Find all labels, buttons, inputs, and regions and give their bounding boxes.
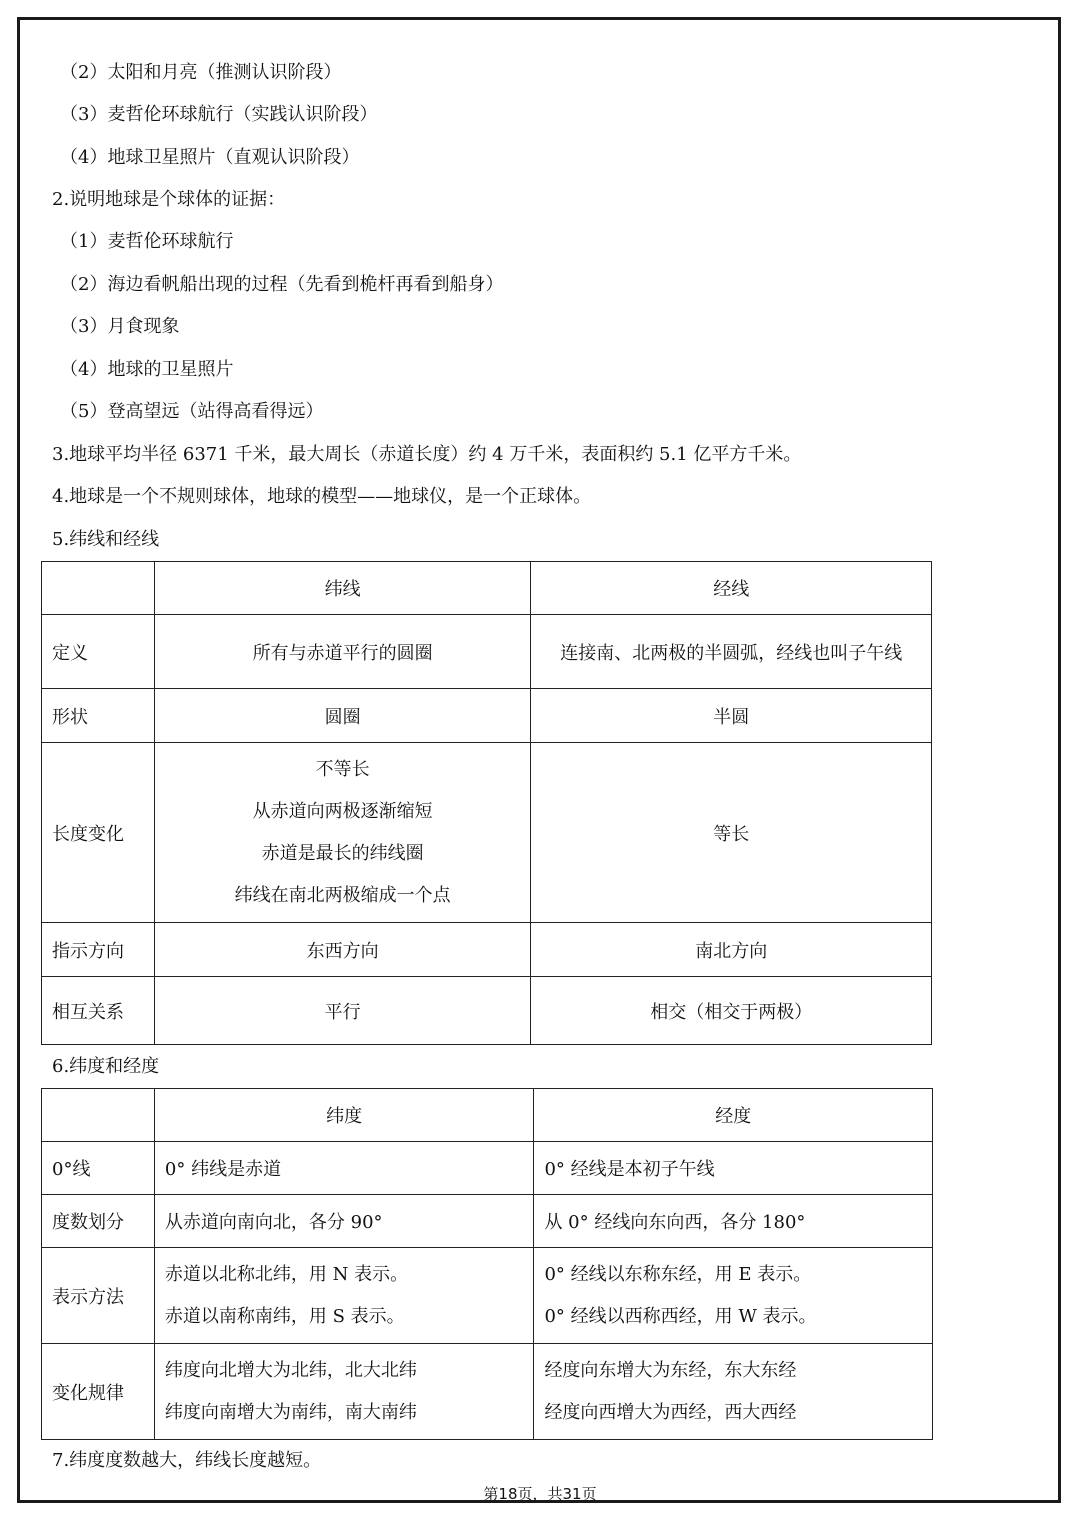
table-header-row xyxy=(42,1089,933,1142)
table-row xyxy=(42,743,932,923)
table-cell xyxy=(534,1344,933,1440)
table-cell: 东西方向 xyxy=(154,923,531,977)
latitude-longitude-table xyxy=(41,1088,933,1440)
table-cell: 从 0° 经线向东向西，各分 180° xyxy=(534,1195,933,1248)
section3-text: 3.地球平均半径 6371 千米，最大周长（赤道长度）约 4 万千米，表面积约 5.1 亿平方千米。 xyxy=(52,444,802,465)
table-cell: 0° 纬线是赤道 xyxy=(154,1142,534,1195)
table-cell: 相交（相交于两极） xyxy=(531,977,932,1045)
table-cell xyxy=(154,1344,534,1440)
table-cell xyxy=(154,743,531,923)
section6-heading: 6.纬度和经度 xyxy=(52,1056,160,1077)
row-label: 定义 xyxy=(42,615,155,689)
table-row xyxy=(42,1344,933,1440)
section2-item-4: （4）地球的卫星照片 xyxy=(60,359,234,380)
table-cell xyxy=(534,1248,933,1344)
table-row xyxy=(42,923,932,977)
row-label: 表示方法 xyxy=(42,1248,155,1344)
cell-line: 赤道以北称北纬，用 N 表示。 xyxy=(164,1263,409,1285)
section4-text: 4.地球是一个不规则球体，地球的模型——地球仪，是一个正球体。 xyxy=(52,486,592,507)
section5-heading: 5.纬线和经线 xyxy=(52,529,160,550)
section2-item-2: （2）海边看帆船出现的过程（先看到桅杆再看到船身） xyxy=(60,274,504,295)
row-label: 相互关系 xyxy=(42,977,155,1045)
cell-line: 赤道是最长的纬线圈 xyxy=(261,842,424,864)
intro-line-3: （4）地球卫星照片（直观认识阶段） xyxy=(60,147,360,168)
row-label: 0°线 xyxy=(42,1142,155,1195)
table-cell: 0° 经线是本初子午线 xyxy=(534,1142,933,1195)
table-header-cell xyxy=(42,1089,155,1142)
table-row xyxy=(42,689,932,743)
table-cell: 等长 xyxy=(531,743,932,923)
table-row xyxy=(42,1142,933,1195)
table-row xyxy=(42,977,932,1045)
section2-item-3: （3）月食现象 xyxy=(60,316,180,337)
cell-line: 纬度向南增大为南纬，南大南纬 xyxy=(164,1401,417,1423)
table-header-cell: 纬度 xyxy=(154,1089,534,1142)
cell-line: 从赤道向两极逐渐缩短 xyxy=(252,800,433,822)
table-cell: 连接南、北两极的半圆弧，经线也叫子午线 xyxy=(531,615,932,689)
table-cell: 半圆 xyxy=(531,689,932,743)
table-header-cell: 经线 xyxy=(531,562,932,615)
parallels-meridians-table xyxy=(41,561,932,1045)
cell-line: 不等长 xyxy=(315,758,370,780)
table-header-cell xyxy=(42,562,155,615)
table-row xyxy=(42,1248,933,1344)
table-cell: 从赤道向南向北，各分 90° xyxy=(154,1195,534,1248)
table-row xyxy=(42,1195,933,1248)
section7-text: 7.纬度度数越大，纬线长度越短。 xyxy=(52,1450,322,1471)
table-cell: 圆圈 xyxy=(154,689,531,743)
table-header-cell: 纬线 xyxy=(154,562,531,615)
table-cell xyxy=(154,1248,534,1344)
section2-item-5: （5）登高望远（站得高看得远） xyxy=(60,401,324,422)
cell-line: 经度向东增大为东经，东大东经 xyxy=(544,1359,797,1381)
row-label: 度数划分 xyxy=(42,1195,155,1248)
cell-line: 0° 经线以西称西经，用 W 表示。 xyxy=(544,1305,817,1327)
cell-line: 经度向西增大为西经，西大西经 xyxy=(544,1401,797,1423)
table-header-cell: 经度 xyxy=(534,1089,933,1142)
section2-heading: 2.说明地球是个球体的证据： xyxy=(52,189,286,210)
cell-line: 纬线在南北两极缩成一个点 xyxy=(234,884,451,906)
cell-line: 0° 经线以东称东经，用 E 表示。 xyxy=(544,1263,812,1285)
table-row xyxy=(42,615,932,689)
table-cell: 所有与赤道平行的圆圈 xyxy=(154,615,531,689)
row-label: 指示方向 xyxy=(42,923,155,977)
cell-line: 纬度向北增大为北纬，北大北纬 xyxy=(164,1359,417,1381)
page-number-footer: 第18页，共31页 xyxy=(483,1485,597,1503)
section2-item-1: （1）麦哲伦环球航行 xyxy=(60,231,234,252)
table-cell: 南北方向 xyxy=(531,923,932,977)
cell-line: 赤道以南称南纬，用 S 表示。 xyxy=(164,1305,405,1327)
row-label: 长度变化 xyxy=(42,743,155,923)
row-label: 形状 xyxy=(42,689,155,743)
intro-line-1: （2）太阳和月亮（推测认识阶段） xyxy=(60,62,342,83)
table-header-row xyxy=(42,562,932,615)
table-cell: 平行 xyxy=(154,977,531,1045)
intro-line-2: （3）麦哲伦环球航行（实践认识阶段） xyxy=(60,104,378,125)
row-label: 变化规律 xyxy=(42,1344,155,1440)
